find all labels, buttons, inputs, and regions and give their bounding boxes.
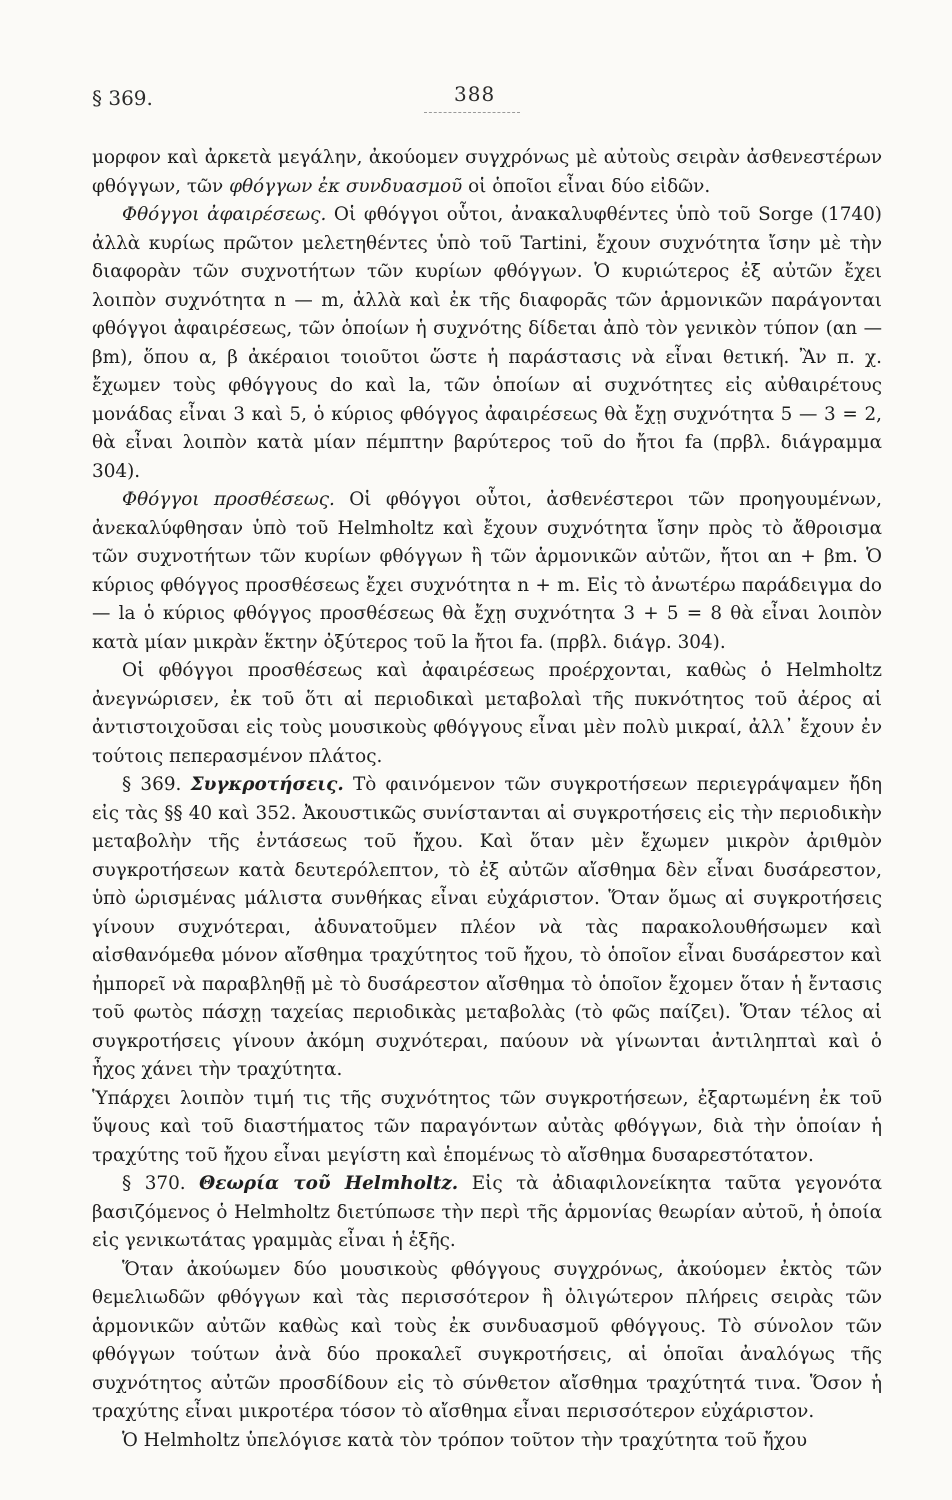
paragraph-summation-tones: [92, 486, 882, 657]
section-370: [92, 1170, 882, 1256]
paragraph-roughness: [92, 1085, 882, 1171]
paragraph-text: οἱ ὁποῖοι εἶναι δύο εἰδῶν.: [462, 175, 711, 197]
page-body: [92, 144, 882, 1455]
emphasis-term: φθόγγων ἐκ συνδυασμοῦ: [229, 175, 463, 197]
paragraph-heading: Φθόγγοι προσθέσεως.: [122, 489, 335, 510]
paragraph-text: Οἱ φθόγγοι οὗτοι, ἀσθενέστεροι τῶν προηγουμένων, ἀνεκαλύφθησαν ὑπὸ τοῦ Helmholtz καὶ ἔχουν συχνότητα ἴσην πρὸς τὸ ἄθροισμα τῶν συχνοτήτων τῶν κυρίων φθόγγων ἢ τῶν ἁρμονικῶν αὐτῶν, ἤτοι αn + βm. Ὁ κύριος φθόγγος προσθέσεως ἔχει συχνότητα n + m. Εἰς τὸ ἀνωτέρω παράδειγμα do — la ὁ κύριος φθόγγος προσθέσεως θὰ ἔχῃ συχνότητα 3 + 5 = 8 θὰ εἶναι λοιπὸν κατὰ μίαν μικρὰν ἕκτην ὀξύτερος τοῦ la ἤτοι fa. (πρβλ. διάγρ. 304).: [92, 489, 882, 653]
paragraph-heading: Φθόγγοι ἀφαιρέσεως.: [122, 204, 327, 225]
section-reference: § 369.: [92, 86, 153, 110]
section-title: Θεωρία τοῦ Helmholtz.: [199, 1173, 459, 1194]
paragraph-continuation: [92, 144, 882, 201]
paragraph-text: μορφον καὶ ἀρκετὰ μεγάλην, ἀκούομεν συγχρόνως μὲ αὐτοὺς σειρὰν ἀσθενεστέρων φθόγγων, τῶν: [92, 147, 882, 197]
paragraph-origin: [92, 657, 882, 771]
paragraph-text: Οἱ φθόγγοι οὗτοι, ἀνακαλυφθέντες ὑπὸ τοῦ Sorge (1740) ἀλλὰ κυρίως πρῶτον μελετηθέντες ὑπὸ τοῦ Tartini, ἔχουν συχνότητα ἴσην μὲ τὴν διαφορὰν τῶν συχνοτήτων τῶν κυρίων φθόγγων. Ὁ κυριώτερος ἐξ αὐτῶν ἔχει λοιπὸν συχνότητα n — m, ἀλλὰ καὶ ἐκ τῆς διαφορᾶς τῶν ἁρμονικῶν παράγονται φθόγγοι ἀφαιρέσεως, τῶν ὁποίων ἡ συχνότης δίδεται ἀπὸ τὸν γενικὸν τύπον (αn — βm), ὅπου α, β ἀκέραιοι τοιοῦτοι ὥστε ἡ παράστασις νὰ εἶναι θετική. Ἂν π. χ. ἔχωμεν τοὺς φθόγγους do καὶ la, τῶν ὁποίων αἱ συχνότητες εἰς αὐθαιρέτους μονάδας εἶναι 3 καὶ 5, ὁ κύριος φθόγγος ἀφαιρέσεως θὰ ἔχῃ συχνότητα 5 — 3 = 2, θὰ εἶναι λοιπὸν κατὰ μίαν πέμπτην βαρύτερος τοῦ do ἤτοι fa (πρβλ. διάγραμμα 304).: [92, 204, 882, 482]
paragraph-text: Εἰς τὰ ἀδιαφιλονείκητα ταῦτα γεγονότα βασιζόμενος ὁ Helmholtz διετύπωσε τὴν περὶ τῆς ἁρμονίας θεωρίαν αὐτοῦ, ἡ ὁποία εἰς γενικωτάτας γραμμὰς εἶναι ἡ ἑξῆς.: [92, 1173, 882, 1251]
paragraph-text: Ὁ Helmholtz ὑπελόγισε κατὰ τὸν τρόπον τοῦτον τὴν τραχύτητα τοῦ ἤχου: [122, 1429, 808, 1451]
header-divider: [424, 112, 520, 113]
paragraph-text: Ὑπάρχει λοιπὸν τιμή τις τῆς συχνότητος τῶν συγκροτήσεων, ἐξαρτωμένη ἐκ τοῦ ὕψους καὶ τοῦ διαστήματος τῶν παραγόντων αὐτὰς φθόγγων, διὰ τὴν ὁποίαν ἡ τραχύτης τοῦ ἤχου εἶναι μεγίστη καὶ ἑπομένως τὸ αἴσθημα δυσαρεστότατον.: [92, 1087, 882, 1166]
section-369: [92, 771, 882, 1085]
paragraph-text: Ὅταν ἀκούωμεν δύο μουσικοὺς φθόγγους συγχρόνως, ἀκούομεν ἐκτὸς τῶν θεμελιωδῶν φθόγγων καὶ τὰς περισσότερον ἢ ὀλιγώτερον πλήρεις σειρὰς τῶν ἁρμονικῶν αὐτῶν καθὼς καὶ τοὺς ἐκ συνδυασμοῦ φθόγγους. Τὸ σύνολον τῶν φθόγγων τούτων ἀνὰ δύο προκαλεῖ συγκροτήσεις, αἱ ὁποῖαι ἀναλόγως τῆς συχνότητος αὐτῶν προσδίδουν εἰς τὸ σύνθετον αἴσθημα τραχύτητά τινα. Ὅσον ἡ τραχύτης εἶναι μικροτέρα τόσον τὸ αἴσθημα εἶναι περισσότερον εὐχάριστον.: [92, 1258, 882, 1422]
paragraph-text: Οἱ φθόγγοι προσθέσεως καὶ ἀφαιρέσεως προέρχονται, καθὼς ὁ Helmholtz ἀνεγνώρισεν, ἐκ τοῦ ὅτι αἱ περιοδικαὶ μεταβολαὶ τῆς πυκνότητος τοῦ ἀέρος αἱ ἀντιστοιχοῦσαι εἰς τοὺς μουσικοὺς φθόγγους εἶναι μὲν πολὺ μικραί, ἀλλ᾽ ἔχουν ἐν τούτοις πεπερασμένον πλάτος.: [92, 660, 882, 767]
page-number: 388: [454, 82, 496, 106]
section-title: Συγκροτήσεις.: [190, 774, 344, 795]
paragraph-text: Τὸ φαινόμενον τῶν συγκροτήσεων περιεγράψαμεν ἤδη εἰς τὰς §§ 40 καὶ 352. Ἀκουστικῶς συνίστανται αἱ συγκροτήσεις εἰς τὴν περιοδικὴν μεταβολὴν τῆς ἐντάσεως τοῦ ἤχου. Καὶ ὅταν μὲν ἔχωμεν μικρὸν ἀριθμὸν συγκροτήσεων κατὰ δευτερόλεπτον, τὸ ἐξ αὐτῶν αἴσθημα δὲν εἶναι δυσάρεστον, ὑπὸ ὡρισμένας μάλιστα συνθήκας εἶναι εὐχάριστον. Ὅταν ὅμως αἱ συγκροτήσεις γίνουν συχνότεραι, ἀδυνατοῦμεν πλέον νὰ τὰς παρακολουθήσωμεν καὶ αἰσθανόμεθα μόνον αἴσθημα τραχύτητος τοῦ ἤχου, τὸ ὁποῖον εἶναι δυσάρεστον καὶ ἠμπορεῖ νὰ παραβληθῇ μὲ τὸ δυσάρεστον αἴσθημα τὸ ὁποῖον ἔχομεν ὅταν ἡ ἔντασις τοῦ φωτὸς πάσχῃ ταχείας περιοδικὰς μεταβολὰς (τὸ φῶς παίζει). Ὅταν τέλος αἱ συγκροτήσεις γίνουν ἀκόμη συχνότεραι, παύουν νὰ γίνωνται ἀντιληπταὶ καὶ ὁ ἦχος χάνει τὴν τραχύτητα.: [92, 774, 883, 1080]
section-number: § 370.: [122, 1173, 186, 1194]
paragraph-difference-tones: [92, 201, 882, 486]
paragraph-last: [92, 1427, 882, 1456]
running-header: [92, 82, 882, 126]
section-number: § 369.: [122, 774, 182, 795]
paragraph-theory: [92, 1256, 882, 1427]
